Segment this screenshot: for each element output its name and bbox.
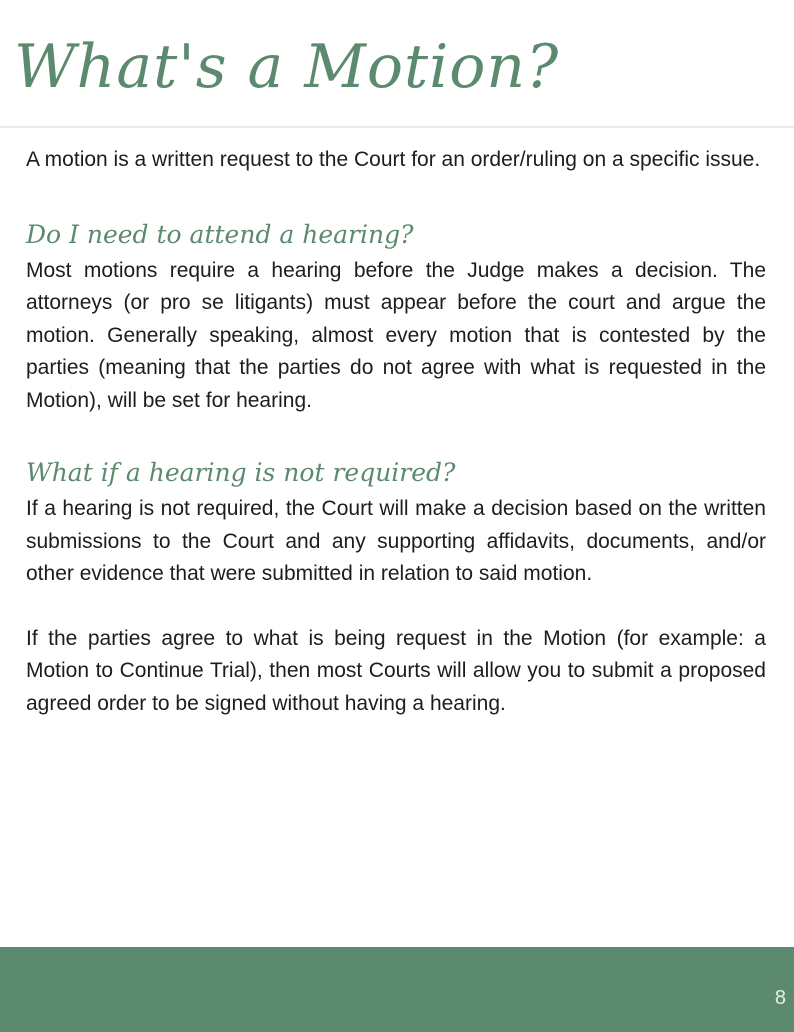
section-paragraph: If a hearing is not required, the Court will make a decision based on the written submissions to the Court and any supporting affidavits, documents, and/or other evidence that were submitted in relation to said motion. bbox=[26, 497, 766, 585]
page-number: 8 bbox=[774, 987, 786, 1009]
section-heading: What if a hearing is not required? bbox=[26, 458, 456, 487]
section-hearing-not-required bbox=[26, 453, 766, 720]
section-attend-hearing bbox=[26, 215, 766, 418]
intro-paragraph: A motion is a written request to the Court for an order/ruling on a specific issue. bbox=[26, 148, 761, 171]
footer-bar bbox=[0, 947, 794, 1032]
section-heading: Do I need to attend a hearing? bbox=[26, 219, 414, 249]
page-title: What's a Motion? bbox=[14, 32, 560, 102]
section-paragraph: Most motions require a hearing before the Judge makes a decision. The attorneys (or pro se litigants) must appear before the court and argue the motion. Generally speaking, almost every motion that is contested by the parties (meaning that the parties do not agree with what is requested in the Motion), will be set for hearing. bbox=[26, 258, 766, 412]
document-body bbox=[26, 144, 766, 720]
title-divider bbox=[0, 126, 794, 128]
section-paragraph: If the parties agree to what is being request in the Motion (for example: a Motion to Continue Trial), then most Courts will allow you to submit a proposed agreed order to be signed without having a hearing. bbox=[26, 626, 766, 715]
